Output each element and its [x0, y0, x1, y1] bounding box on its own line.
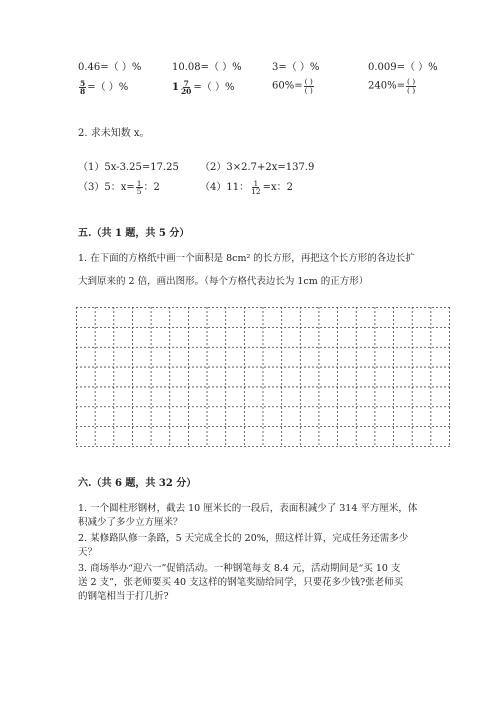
equation-2: （2）3×2.7+2x=137.9 — [200, 162, 315, 173]
equation-4: （4）11： $\frac{1}{12}$ =x：2 — [200, 178, 294, 196]
section-6-line-1: 1. 一个圆柱形钢材，截去 10 厘米长的一段后，表面积减少了 314 平方厘米，体 — [78, 503, 418, 514]
fraction: $\frac{1}{12}$ — [251, 178, 261, 196]
section-6-line-6: 送 2 支”，张老师要买 40 支这样的钢笔奖励给同学，只要花多少钱?张老师买 — [78, 577, 404, 588]
square-grid-paper[interactable] — [76, 307, 450, 447]
section-5-question-line-2: 大到原来的 2 倍，画出图形。（每个方格代表边长为 1cm 的正方形） — [78, 276, 369, 287]
conversion-7: 60%= $\frac{( )}{( )}$ — [272, 77, 313, 95]
section-5-question-line-1: 1. 在下面的方格纸中画一个面积是 8cm² 的长方形，再把这个长方形的各边长扩 — [78, 253, 415, 264]
fraction: $\frac{5}{8}$ — [80, 78, 86, 96]
conversion-3: 3=（ ）% — [272, 62, 320, 73]
fraction: $\frac{7}{20}$ — [180, 78, 192, 96]
conversion-5: $\frac{5}{8}$ =（ ）% — [80, 78, 129, 96]
equation-1: （1）5x-3.25=17.25 — [78, 162, 179, 173]
fraction: $\frac{( )}{( )}$ — [304, 77, 313, 95]
section-6-line-3: 2. 某修路队修一条路，5 天完成全长的 20%，照这样计算，完成任务还需多少 — [78, 533, 409, 544]
section-5-heading: 五.（共 1 题，共 5 分） — [78, 228, 190, 239]
section-6-line-4: 天？ — [78, 547, 98, 558]
section-6-heading: 六.（共 6 题，共 32 分） — [78, 478, 197, 489]
conversion-2: 10.08=（ ）% — [172, 62, 242, 73]
question-2-title: 2. 求未知数 x。 — [78, 128, 150, 139]
fraction: $\frac{( )}{( )}$ — [406, 77, 416, 95]
conversion-1: 0.46=（ ）% — [78, 62, 142, 73]
section-6-line-2: 积减少了多少立方厘米？ — [78, 517, 183, 528]
equation-3: （3）5：x= $\frac{1}{5}$ ：2 — [78, 178, 160, 196]
conversion-6: 1 $\frac{7}{20}$ =（ ）% — [172, 78, 235, 96]
fraction: $\frac{1}{5}$ — [136, 178, 142, 196]
grid-lines — [76, 307, 450, 447]
conversion-4: 0.009=（ ）% — [368, 62, 438, 73]
section-6-line-5: 3. 商场举办“迎六一”促销活动。一种钢笔每支 8.4 元，活动期间是“买 10 支 — [78, 563, 401, 574]
conversion-8: 240%= $\frac{( )}{( )}$ — [368, 77, 416, 95]
section-6-line-7: 的钢笔相当于打几折? — [78, 591, 169, 602]
